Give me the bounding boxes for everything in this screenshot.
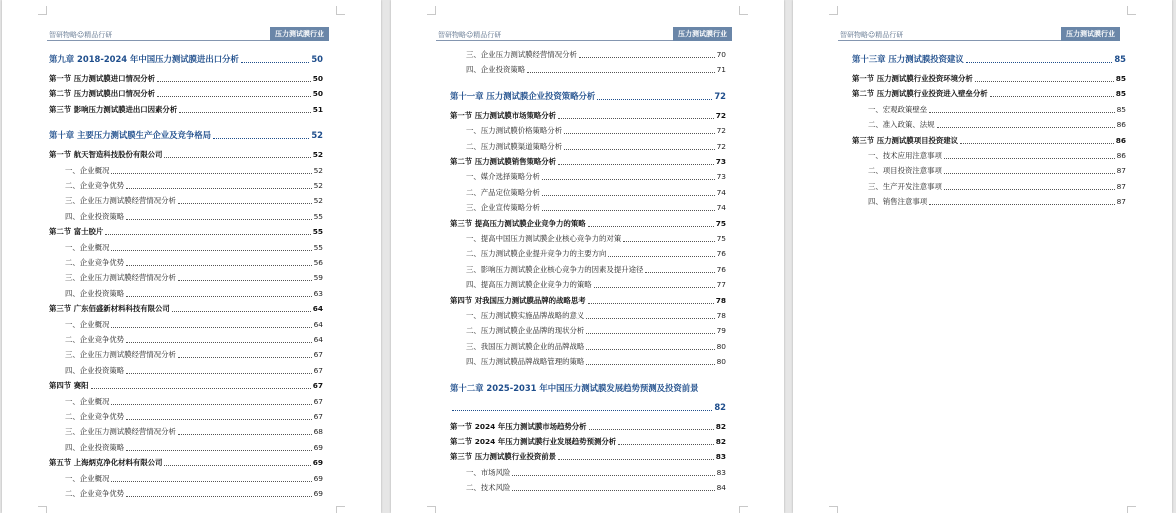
toc-subsection-entry[interactable] bbox=[466, 171, 726, 183]
toc-section-entry[interactable] bbox=[49, 380, 323, 392]
toc-dot-leader bbox=[542, 171, 715, 180]
toc-page-number: 50 bbox=[312, 89, 323, 99]
page-corner-mark bbox=[739, 6, 748, 15]
toc-section-entry[interactable] bbox=[450, 436, 726, 448]
toc-section-entry[interactable] bbox=[450, 421, 726, 433]
toc-page-number: 85 bbox=[1115, 89, 1126, 99]
toc-dot-leader bbox=[558, 451, 714, 460]
toc-entry-title: 一、媒介选择策略分析 bbox=[466, 172, 540, 182]
toc-page-number: 59 bbox=[313, 273, 323, 283]
toc-page-number: 64 bbox=[312, 304, 323, 314]
toc-entry-title: 一、企业概况 bbox=[65, 165, 110, 175]
toc-subsection-entry[interactable] bbox=[466, 356, 726, 368]
toc-page-number: 83 bbox=[716, 467, 726, 477]
toc-page-number: 70 bbox=[716, 50, 726, 59]
toc-dot-leader bbox=[178, 426, 312, 435]
toc-dot-leader bbox=[178, 272, 312, 281]
toc-entry-title: 第一节 压力测试膜市场策略分析 bbox=[450, 110, 557, 120]
toc-entry-title: 二、准入政策、法规 bbox=[868, 120, 935, 130]
page-corner-mark bbox=[1127, 6, 1136, 15]
toc-subsection-entry[interactable] bbox=[65, 488, 323, 500]
toc-entry-title: 一、企业概况 bbox=[65, 396, 110, 406]
toc-page-number: 85 bbox=[1114, 54, 1126, 64]
toc-entry-title: 第一节 压力测试膜进口情况分析 bbox=[49, 74, 156, 83]
header-publisher-text: 智研物略☺精品行研 bbox=[840, 31, 904, 39]
toc-page-number: 69 bbox=[313, 489, 323, 498]
toc-section-entry[interactable] bbox=[450, 110, 726, 122]
toc-entry-title: 二、企业竞争优势 bbox=[65, 335, 125, 344]
toc-page-number: 69 bbox=[312, 458, 323, 468]
toc-subsection-entry[interactable] bbox=[65, 288, 323, 300]
toc-entry-title: 三、企业宣传策略分析 bbox=[466, 203, 540, 213]
toc-entry-title: 四、企业投资策略 bbox=[65, 211, 125, 221]
toc-entry-title: 第十三章 压力测试膜投资建议 bbox=[852, 54, 964, 64]
toc-dot-leader bbox=[111, 165, 311, 174]
header-industry-badge: 压力测试膜行业 bbox=[270, 27, 329, 41]
toc-subsection-entry[interactable] bbox=[466, 325, 726, 337]
toc-page-number: 64 bbox=[313, 319, 323, 329]
toc-dot-leader bbox=[126, 442, 311, 451]
toc-entry-title: 第四节 对我国压力测试膜品牌的战略思考 bbox=[450, 295, 586, 305]
toc-page-number: 84 bbox=[716, 483, 726, 493]
toc-page-number: 77 bbox=[716, 280, 726, 290]
toc-dot-leader bbox=[586, 325, 714, 334]
toc-dot-leader bbox=[105, 226, 310, 235]
toc-section-entry[interactable] bbox=[49, 303, 323, 315]
toc-entry-title: 第十章 主要压力测试膜生产企业及竞争格局 bbox=[49, 130, 212, 141]
toc-subsection-entry[interactable] bbox=[65, 242, 323, 254]
toc-page-number: 87 bbox=[1116, 166, 1126, 176]
toc-page-number: 82 bbox=[715, 421, 726, 431]
toc-entry-title: 第二节 压力测试膜销售策略分析 bbox=[450, 157, 557, 166]
toc-entry-title: 二、压力测试膜企业提升竞争力的主要方向 bbox=[466, 249, 607, 259]
toc-section-entry[interactable] bbox=[49, 104, 323, 116]
page-corner-mark bbox=[38, 6, 47, 15]
toc-subsection-entry[interactable] bbox=[65, 180, 323, 192]
toc-subsection-entry[interactable] bbox=[466, 467, 726, 479]
toc-dot-leader bbox=[527, 64, 714, 73]
toc-subsection-entry[interactable] bbox=[65, 442, 323, 454]
toc-page-number: 86 bbox=[1115, 135, 1126, 145]
header-industry-badge: 压力测试膜行业 bbox=[1061, 27, 1120, 41]
toc-page-number: 67 bbox=[313, 365, 323, 375]
toc-page-number: 55 bbox=[313, 211, 323, 221]
toc-dot-leader bbox=[126, 365, 311, 374]
toc-subsection-entry[interactable] bbox=[466, 49, 726, 61]
toc-subsection-entry[interactable] bbox=[466, 187, 726, 199]
toc-page-number: 67 bbox=[313, 350, 323, 360]
toc-page-number: 86 bbox=[1116, 120, 1126, 130]
toc-entry-title: 第四节 赛阳 bbox=[49, 381, 89, 391]
toc-dot-leader bbox=[944, 181, 1115, 190]
toc-chapter-entry[interactable] bbox=[450, 400, 726, 414]
toc-dot-leader bbox=[178, 349, 312, 358]
toc-dot-leader bbox=[558, 110, 714, 119]
toc-dot-leader bbox=[597, 89, 712, 100]
toc-page-number: 75 bbox=[716, 234, 726, 243]
toc-dot-leader bbox=[157, 88, 311, 97]
toc-section-entry[interactable] bbox=[852, 73, 1126, 85]
toc-dot-leader bbox=[111, 319, 311, 328]
toc-dot-leader bbox=[618, 436, 714, 445]
toc-subsection-entry[interactable] bbox=[466, 125, 726, 137]
toc-subsection-entry[interactable] bbox=[65, 211, 323, 223]
toc-dot-leader bbox=[594, 279, 715, 288]
toc-entry-title: 三、企业压力测试膜经营情况分析 bbox=[65, 350, 176, 360]
toc-dot-leader bbox=[178, 195, 312, 204]
toc-entry-title: 第三节 提高压力测试膜企业竞争力的策略 bbox=[450, 218, 586, 228]
toc-section-entry[interactable] bbox=[49, 457, 323, 469]
toc-chapter-entry[interactable] bbox=[49, 52, 323, 66]
toc-entry-title: 一、企业概况 bbox=[65, 319, 110, 329]
toc-entry-title: 一、技术应用注意事项 bbox=[868, 151, 942, 160]
toc-entry-title: 一、宏观政策壁垒 bbox=[868, 104, 928, 114]
toc-dot-leader bbox=[929, 196, 1114, 205]
toc-chapter-entry[interactable] bbox=[49, 128, 323, 142]
toc-dot-leader bbox=[645, 264, 714, 273]
toc-subsection-entry[interactable] bbox=[868, 196, 1126, 208]
toc-page-number: 78 bbox=[715, 295, 726, 305]
header-publisher-text: 智研物略☺精品行研 bbox=[49, 31, 113, 39]
toc-entry-title: 三、企业压力测试膜经营情况分析 bbox=[65, 196, 176, 206]
toc-subsection-entry[interactable] bbox=[65, 473, 323, 485]
toc-page-number: 50 bbox=[311, 54, 323, 64]
toc-page-number: 87 bbox=[1116, 181, 1126, 191]
toc-entry-title: 二、产品定位策略分析 bbox=[466, 187, 540, 197]
toc-page-number: 82 bbox=[715, 437, 726, 446]
toc-entry-title: 四、压力测试膜品牌战略管理的策略 bbox=[466, 357, 585, 367]
page-corner-mark bbox=[829, 6, 838, 15]
toc-page-number: 67 bbox=[312, 381, 323, 391]
toc-page-number: 76 bbox=[716, 249, 726, 259]
toc-dot-leader bbox=[126, 211, 311, 220]
toc-dot-leader bbox=[586, 310, 714, 319]
toc-page-number: 87 bbox=[1116, 197, 1126, 207]
toc-entry-title: 第五节 上海炳克净化材料有限公司 bbox=[49, 458, 163, 468]
toc-chapter-entry[interactable] bbox=[450, 89, 726, 103]
toc-dot-leader bbox=[579, 49, 715, 58]
toc-page-number: 79 bbox=[716, 326, 726, 336]
toc-subsection-entry[interactable] bbox=[65, 426, 323, 438]
toc-subsection-entry[interactable] bbox=[466, 202, 726, 214]
toc-section-entry[interactable] bbox=[49, 88, 323, 100]
toc-dot-leader bbox=[164, 457, 310, 466]
toc-entry-title: 四、企业投资策略 bbox=[466, 65, 526, 75]
toc-dot-leader bbox=[111, 396, 311, 405]
toc-entry-title: 三、企业压力测试膜经营情况分析 bbox=[65, 427, 176, 437]
toc-dot-leader bbox=[172, 303, 311, 312]
toc-section-entry[interactable] bbox=[852, 135, 1126, 147]
toc-subsection-entry[interactable] bbox=[466, 264, 726, 276]
toc-page-number: 72 bbox=[716, 126, 726, 136]
toc-subsection-entry[interactable] bbox=[466, 341, 726, 353]
toc-dot-leader bbox=[944, 165, 1115, 174]
toc-entry-title: 第三节 压力测试膜行业投资前景 bbox=[450, 452, 557, 462]
toc-subsection-entry[interactable] bbox=[65, 165, 323, 177]
toc-section-entry[interactable] bbox=[450, 156, 726, 168]
header-industry-badge: 压力测试膜行业 bbox=[673, 27, 732, 41]
toc-dot-leader bbox=[512, 467, 714, 476]
toc-entry-title: 第二节 压力测试膜行业投资进入壁垒分析 bbox=[852, 89, 988, 99]
toc-dot-leader bbox=[990, 88, 1114, 97]
toc-subsection-entry[interactable] bbox=[868, 150, 1126, 162]
toc-page-number: 50 bbox=[312, 74, 323, 83]
toc-page-number: 69 bbox=[313, 473, 323, 483]
toc-page-number: 76 bbox=[716, 264, 726, 274]
toc-entry-title: 二、企业竞争优势 bbox=[65, 258, 125, 267]
toc-page-number: 74 bbox=[716, 187, 726, 197]
toc-entry-title: 三、企业压力测试膜经营情况分析 bbox=[65, 273, 176, 283]
toc-dot-leader bbox=[91, 380, 311, 389]
toc-dot-leader bbox=[111, 242, 311, 251]
toc-page-number: 85 bbox=[1115, 74, 1126, 83]
toc-dot-leader bbox=[126, 257, 311, 266]
toc-entry-title: 二、压力测试膜企业品牌的现状分析 bbox=[466, 326, 585, 336]
toc-subsection-entry[interactable] bbox=[65, 396, 323, 408]
toc-section-entry[interactable] bbox=[450, 295, 726, 307]
toc-entry-title: 一、提高中国压力测试膜企业核心竞争力的对策 bbox=[466, 234, 622, 243]
toc-section-entry[interactable] bbox=[852, 88, 1126, 100]
toc-dot-leader bbox=[111, 473, 311, 482]
toc-page-number: 83 bbox=[715, 452, 726, 462]
page-corner-mark bbox=[427, 6, 436, 15]
page-corner-mark bbox=[739, 506, 748, 513]
toc-page-number: 78 bbox=[716, 311, 726, 320]
toc-dot-leader bbox=[126, 180, 311, 189]
toc-page-number: 55 bbox=[313, 242, 323, 252]
page-corner-mark bbox=[427, 506, 436, 513]
toc-section-entry[interactable] bbox=[49, 149, 323, 161]
toc-entry-title: 第二节 2024 年压力测试膜行业发展趋势预测分析 bbox=[450, 437, 617, 446]
toc-page-number: 69 bbox=[313, 442, 323, 452]
toc-dot-leader bbox=[126, 288, 311, 297]
toc-dot-leader bbox=[164, 149, 310, 158]
toc-dot-leader bbox=[608, 248, 714, 257]
toc-page-number: 64 bbox=[313, 335, 323, 344]
toc-subsection-entry[interactable] bbox=[65, 319, 323, 331]
toc-entry-title: 四、销售注意事项 bbox=[868, 197, 928, 207]
toc-page-number: 52 bbox=[313, 181, 323, 190]
toc-dot-leader bbox=[623, 233, 714, 242]
toc-subsection-entry[interactable] bbox=[65, 257, 323, 269]
toc-entry-title: 一、市场风险 bbox=[466, 467, 511, 477]
toc-page-number: 67 bbox=[313, 396, 323, 406]
page-corner-mark bbox=[1127, 506, 1136, 513]
toc-page-number: 82 bbox=[714, 401, 726, 412]
toc-entry-title: 第三节 影响压力测试膜进出口因素分析 bbox=[49, 104, 178, 114]
toc-subsection-entry[interactable] bbox=[65, 272, 323, 284]
toc-section-entry[interactable] bbox=[49, 226, 323, 238]
toc-page-number: 86 bbox=[1116, 151, 1126, 160]
toc-subsection-entry[interactable] bbox=[65, 365, 323, 377]
toc-page-number: 51 bbox=[312, 104, 323, 114]
toc-subsection-entry[interactable] bbox=[868, 165, 1126, 177]
toc-subsection-entry[interactable] bbox=[65, 349, 323, 361]
toc-dot-leader bbox=[960, 135, 1114, 144]
toc-dot-leader bbox=[126, 334, 311, 343]
toc-subsection-entry[interactable] bbox=[868, 104, 1126, 116]
toc-dot-leader bbox=[542, 202, 715, 211]
toc-entry-title: 一、压力测试膜价格策略分析 bbox=[466, 126, 563, 136]
toc-section-entry[interactable] bbox=[49, 73, 323, 85]
toc-subsection-entry[interactable] bbox=[868, 119, 1126, 131]
toc-dot-leader bbox=[241, 52, 309, 63]
toc-entry-title: 二、企业竞争优势 bbox=[65, 412, 125, 421]
toc-entry-title: 四、企业投资策略 bbox=[65, 442, 125, 452]
toc-chapter-entry[interactable] bbox=[450, 381, 726, 395]
toc-entry-title: 第一节 航天智造科技股份有限公司 bbox=[49, 150, 163, 160]
page-header bbox=[2, 27, 381, 41]
toc-page-number: 72 bbox=[714, 90, 726, 101]
toc-page-number: 85 bbox=[1116, 104, 1126, 114]
toc-entry-title: 第九章 2018-2024 年中国压力测试膜进出口分析 bbox=[49, 54, 239, 64]
toc-dot-leader bbox=[966, 52, 1113, 63]
toc-page-number: 71 bbox=[716, 65, 726, 75]
toc-dot-leader bbox=[179, 104, 310, 113]
toc-page-number: 63 bbox=[313, 288, 323, 298]
toc-entry-title: 第十一章 压力测试膜企业投资策略分析 bbox=[450, 90, 596, 101]
toc-entry-title: 三、我国压力测试膜企业的品牌战略 bbox=[466, 341, 585, 351]
toc-entry-title: 二、压力测试膜渠道策略分析 bbox=[466, 141, 563, 151]
toc-section-entry[interactable] bbox=[450, 218, 726, 230]
toc-entry-title: 一、企业概况 bbox=[65, 242, 110, 252]
document-page-1 bbox=[2, 0, 381, 513]
toc-entry-title: 第三节 压力测试膜项目投资建议 bbox=[852, 135, 959, 145]
toc-page-number: 72 bbox=[716, 141, 726, 151]
toc-dot-leader bbox=[452, 400, 712, 411]
toc-dot-leader bbox=[512, 482, 714, 491]
toc-page-number: 74 bbox=[716, 203, 726, 213]
toc-subsection-entry[interactable] bbox=[65, 411, 323, 423]
toc-dot-leader bbox=[975, 73, 1114, 82]
toc-subsection-entry[interactable] bbox=[466, 141, 726, 153]
toc-subsection-entry[interactable] bbox=[466, 279, 726, 291]
toc-dot-leader bbox=[542, 187, 715, 196]
toc-page-number: 73 bbox=[715, 157, 726, 166]
toc-entry-title: 第十二章 2025-2031 年中国压力测试膜发展趋势预测及投资前景 bbox=[450, 382, 699, 393]
toc-dot-leader bbox=[157, 73, 311, 82]
toc-chapter-entry[interactable] bbox=[852, 52, 1126, 66]
toc-page-number: 73 bbox=[716, 172, 726, 182]
toc-entry-title: 三、企业压力测试膜经营情况分析 bbox=[466, 50, 577, 59]
toc-dot-leader bbox=[589, 421, 714, 430]
toc-section-entry[interactable] bbox=[450, 451, 726, 463]
toc-dot-leader bbox=[588, 218, 714, 227]
toc-subsection-entry[interactable] bbox=[466, 233, 726, 245]
page-corner-mark bbox=[38, 506, 47, 513]
toc-subsection-entry[interactable] bbox=[65, 334, 323, 346]
toc-entry-title: 第二节 富士胶片 bbox=[49, 227, 104, 237]
page-header bbox=[793, 27, 1172, 41]
toc-dot-leader bbox=[126, 488, 311, 497]
toc-page-number: 52 bbox=[313, 196, 323, 206]
header-publisher-text: 智研物略☺精品行研 bbox=[438, 31, 502, 39]
toc-page-number: 80 bbox=[716, 357, 726, 367]
toc-page-number: 67 bbox=[313, 412, 323, 421]
page-header bbox=[391, 27, 784, 41]
toc-entry-title: 四、提高压力测试膜企业竞争力的策略 bbox=[466, 280, 592, 290]
toc-dot-leader bbox=[564, 141, 715, 150]
toc-entry-title: 四、企业投资策略 bbox=[65, 365, 125, 375]
toc-page-number: 72 bbox=[715, 110, 726, 120]
toc-entry-title: 第一节 2024 年压力测试膜市场趋势分析 bbox=[450, 421, 587, 431]
toc-entry-title: 四、企业投资策略 bbox=[65, 288, 125, 298]
toc-entry-title: 第三节 广东佰盛新材料科技有限公司 bbox=[49, 304, 170, 314]
toc-page-number: 56 bbox=[313, 258, 323, 267]
toc-page-number: 75 bbox=[715, 218, 726, 228]
toc-page-number: 80 bbox=[716, 341, 726, 351]
toc-dot-leader bbox=[937, 119, 1115, 128]
toc-dot-leader bbox=[213, 128, 309, 139]
toc-dot-leader bbox=[558, 156, 714, 165]
page-corner-mark bbox=[829, 506, 838, 513]
toc-subsection-entry[interactable] bbox=[466, 310, 726, 322]
toc-dot-leader bbox=[586, 341, 714, 350]
toc-entry-title: 三、生产开发注意事项 bbox=[868, 181, 942, 191]
toc-subsection-entry[interactable] bbox=[65, 195, 323, 207]
toc-dot-leader bbox=[929, 104, 1114, 113]
toc-subsection-entry[interactable] bbox=[466, 482, 726, 494]
toc-page-number: 52 bbox=[311, 130, 323, 141]
toc-dot-leader bbox=[588, 295, 714, 304]
page-corner-mark bbox=[336, 6, 345, 15]
toc-dot-leader bbox=[944, 150, 1115, 159]
toc-subsection-entry[interactable] bbox=[466, 64, 726, 76]
toc-dot-leader bbox=[564, 125, 715, 134]
toc-entry-title: 一、企业概况 bbox=[65, 473, 110, 483]
toc-page-number: 55 bbox=[312, 227, 323, 237]
toc-entry-title: 第二节 压力测试膜出口情况分析 bbox=[49, 89, 156, 99]
toc-entry-title: 二、技术风险 bbox=[466, 483, 511, 493]
toc-entry-title: 二、企业竞争优势 bbox=[65, 181, 125, 190]
page-corner-mark bbox=[336, 506, 345, 513]
document-page-2 bbox=[391, 0, 784, 513]
toc-page-number: 68 bbox=[313, 427, 323, 437]
toc-entry-title: 二、企业竞争优势 bbox=[65, 489, 125, 498]
toc-subsection-entry[interactable] bbox=[466, 248, 726, 260]
toc-entry-title: 二、项目投资注意事项 bbox=[868, 166, 942, 176]
toc-entry-title: 一、压力测试膜实施品牌战略的意义 bbox=[466, 311, 585, 320]
toc-entry-title: 三、影响压力测试膜企业核心竞争力的因素及提升途径 bbox=[466, 264, 644, 274]
toc-dot-leader bbox=[586, 356, 714, 365]
toc-subsection-entry[interactable] bbox=[868, 181, 1126, 193]
toc-page-number: 52 bbox=[312, 150, 323, 160]
toc-entry-title: 第一节 压力测试膜行业投资环境分析 bbox=[852, 74, 973, 83]
toc-page-number: 52 bbox=[313, 165, 323, 175]
document-page-3 bbox=[793, 0, 1172, 513]
toc-dot-leader bbox=[126, 411, 311, 420]
